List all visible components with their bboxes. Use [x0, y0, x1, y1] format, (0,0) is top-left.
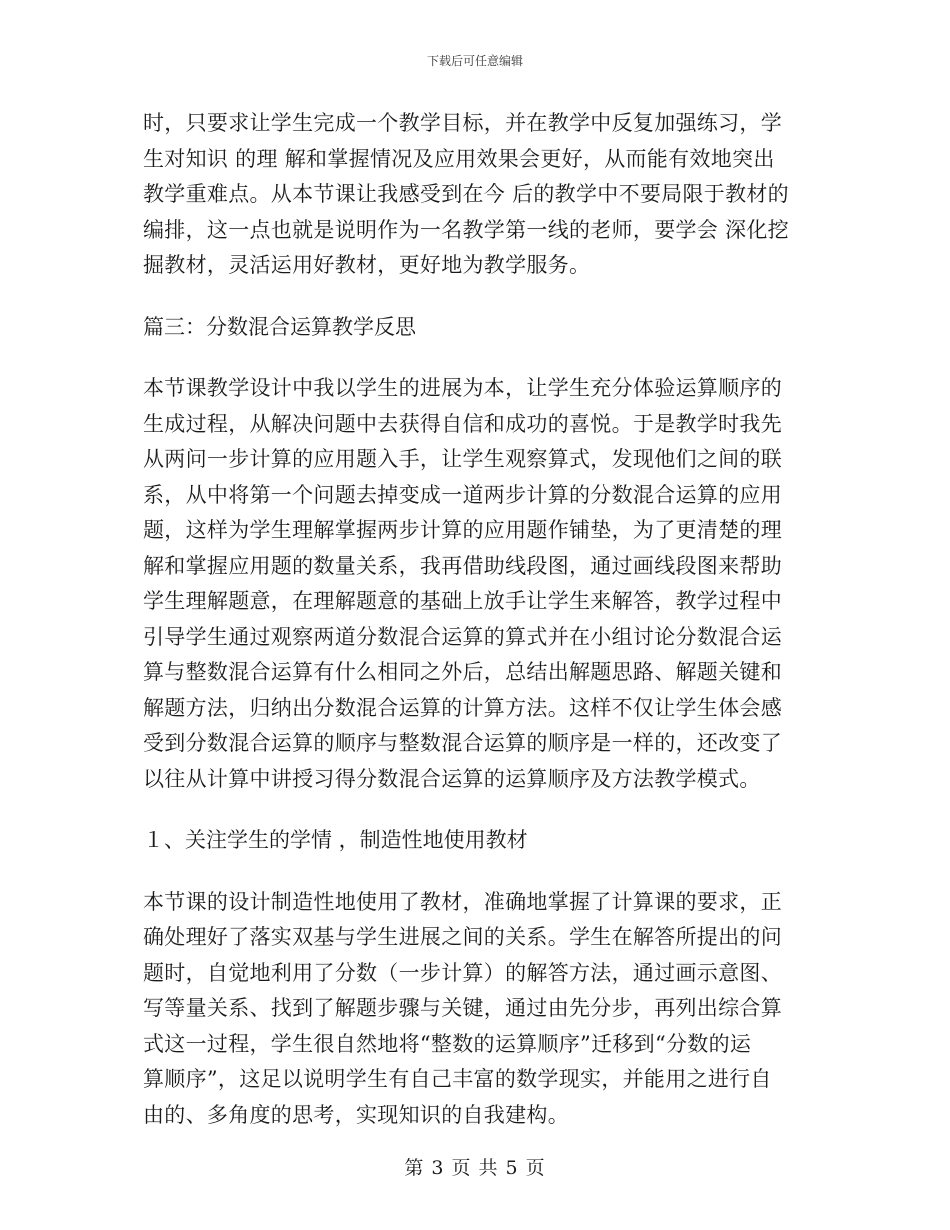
subheading-1: １、关注学生的学情 ，制造性地使用教材	[143, 828, 528, 852]
page-header: 下载后可任意编辑	[426, 54, 523, 68]
section-heading-pian-san: 篇三：分数混合运算教学反思	[143, 314, 416, 339]
text-line: 式这一过程，学生很自然地将“整数的运算顺序”迁移到“分数的运	[143, 1031, 752, 1056]
text-line: 以往从计算中讲授习得分数混合运算的运算顺序及方法教学模式。	[143, 766, 761, 791]
text-line: 由的、多角度的思考，实现知识的自我建构。	[143, 1102, 569, 1127]
paragraph-3	[143, 885, 807, 1134]
text-line: 解和掌握应用题的数量关系，我再借助线段图，通过画线段图来帮助	[143, 553, 782, 578]
text-line: 本节课的设计制造性地使用了教材，准确地掌握了计算课的要求，正	[143, 889, 782, 914]
text-line: 系，从中将第一个问题去掉变成一道两步计算的分数混合运算的应用	[143, 482, 782, 507]
text-line: 受到分数混合运算的顺序与整数混合运算的顺序是一样的，还改变了	[143, 731, 782, 755]
text-line: 教学重难点。从本节课让我感受到在今 后的教学中不要局限于教材的	[143, 182, 789, 206]
text-line: 编排，这一点也就是说明作为一名教学第一线的老师，要学会 深化挖	[143, 217, 789, 242]
paragraph-2	[143, 371, 807, 797]
text-line: 生成过程，从解决问题中去获得自信和成功的喜悦。于是教学时我先	[143, 411, 782, 436]
text-line: 掘教材，灵活运用好教材，更好地为教学服务。	[143, 253, 591, 277]
text-line: 题，这样为学生理解掌握两步计算的应用题作铺垫，为了更清楚的理	[143, 518, 782, 542]
text-line: 算顺序”，这足以说明学生有自己丰富的数学现实，并能用之进行自	[143, 1067, 772, 1091]
text-line: 生对知识 的理 解和掌握情况及应用效果会更好，从而能有效地突出	[143, 146, 775, 171]
text-line: 本节课教学设计中我以学生的进展为本，让学生充分体验运算顺序的	[143, 376, 782, 400]
document-body	[143, 106, 807, 1133]
text-line: 确处理好了落实双基与学生进展之间的关系。学生在解答所提出的问	[143, 925, 782, 949]
text-line: 从两问一步计算的应用题入手，让学生观察算式，发现他们之间的联	[143, 447, 782, 471]
page-footer: 第 3 页 共 5 页	[404, 1157, 546, 1179]
text-line: 写等量关系、找到了解题步骤与关键，通过由先分步，再列出综合算	[143, 996, 782, 1020]
text-line: 时，只要求让学生完成一个教学目标，并在教学中反复加强练习，学	[143, 111, 782, 135]
paragraph-1	[143, 106, 807, 284]
text-line: 题时，自觉地利用了分数（一步计算）的解答方法，通过画示意图、	[143, 960, 782, 985]
text-line: 解题方法，归纳出分数混合运算的计算方法。这样不仅让学生体会感	[143, 695, 782, 720]
text-line: 引导学生通过观察两道分数混合运算的算式并在小组讨论分数混合运	[143, 624, 782, 649]
text-line: 学生理解题意，在理解题意的基础上放手让学生来解答，教学过程中	[143, 589, 782, 613]
text-line: 算与整数混合运算有什么相同之外后，总结出解题思路、解题关键和	[143, 660, 782, 684]
